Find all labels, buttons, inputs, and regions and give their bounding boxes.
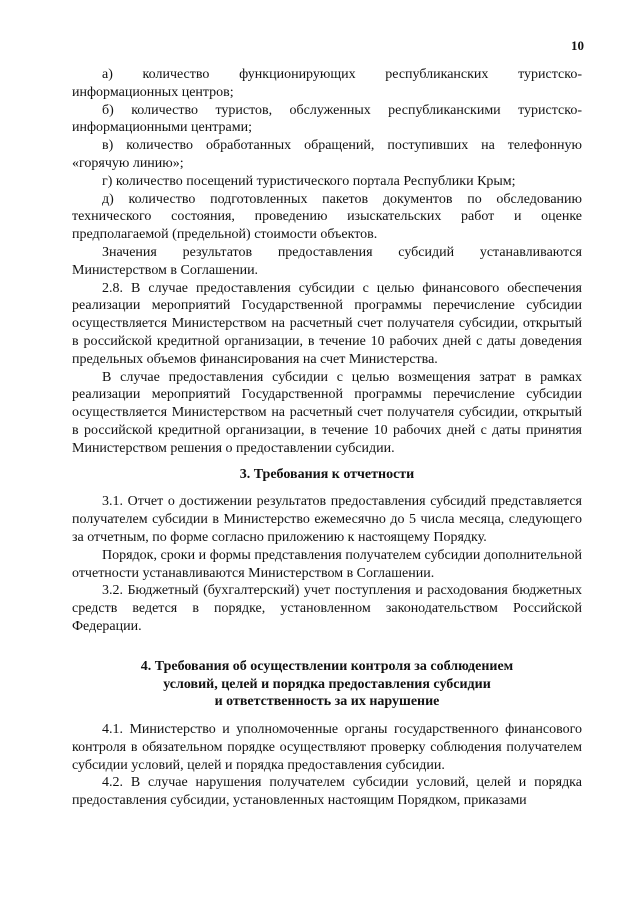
list-item-a: а) количество функционирующих республиканских туристско-информационных центров; [72, 67, 582, 100]
list-item-b: б) количество туристов, обслуженных республиканскими туристско-информационными центрами; [72, 102, 582, 136]
section-4-heading-line-1: 4. Требования об осуществлении контроля за соблюдением [140, 658, 514, 674]
clause-3-1: 3.1. Отчет о достижении результатов предоставления субсидий представляется получателем субсидии в Министерство ежемесячно до 5 числа месяца, следующего за отчетным, по форме согласно приложению к настоящему Порядку. [72, 494, 582, 545]
list-item-d: д) количество подготовленных пакетов документов по обследованию технического состояния, проведению изыскательских работ и оценке предполагаемой (предельной) стоимости объектов. [72, 191, 582, 243]
clause-4-1: 4.1. Министерство и уполномоченные органы государственного финансового контроля в обязательном порядке осуществляют проверку соблюдения получателем субсидии условий, целей и порядка предоставления субсидии. [72, 722, 582, 773]
results-values-paragraph: Значения результатов предоставления субсидий устанавливаются Министерством в Соглашении. [72, 244, 582, 278]
list-item-v: в) количество обработанных обращений, поступивших на телефонную «горячую линию»; [72, 138, 582, 171]
document-body [72, 66, 582, 810]
clause-4-2: 4.2. В случае нарушения получателем субсидии условий, целей и порядка предоставления субсидии, установленных настоящим Порядком, приказами [72, 775, 582, 809]
section-4-heading-line-2: условий, целей и порядка предоставления субсидии [163, 676, 491, 692]
clause-2-8-reimbursement: В случае предоставления субсидии с целью возмещения затрат в рамках реализации мероприятий Государственной программы перечисление субсидии осуществляется Министерством на расчетный счет получателя субсидии, открытый в российской кредитной организации, в течение 10 рабочих дней с даты принятия Министерством решения о предоставлении субсидии. [72, 369, 582, 456]
clause-3-2: 3.2. Бюджетный (бухгалтерский) учет поступления и расходования бюджетных средств ведется в порядке, установленном законодательством Российской Федерации. [72, 583, 582, 634]
page-number: 10 [571, 38, 584, 53]
section-4-heading-line-3: и ответственность за их нарушение [214, 694, 440, 710]
additional-reporting-paragraph: Порядок, сроки и формы представления получателем субсидии дополнительной отчетности устанавливаются Министерством в Соглашении. [72, 547, 582, 581]
clause-2-8: 2.8. В случае предоставления субсидии с целью финансового обеспечения реализации мероприятий Государственной программы перечисление субсидии осуществляется Министерством на расчетный счет получателя субсидии, открытый в российской кредитной организации, в течение 10 рабочих дней с даты доведения предельных объемов финансирования на счет Министерства. [72, 280, 582, 367]
section-3-heading: 3. Требования к отчетности [239, 466, 415, 482]
list-item-g: г) количество посещений туристического портала Республики Крым; [102, 173, 516, 189]
